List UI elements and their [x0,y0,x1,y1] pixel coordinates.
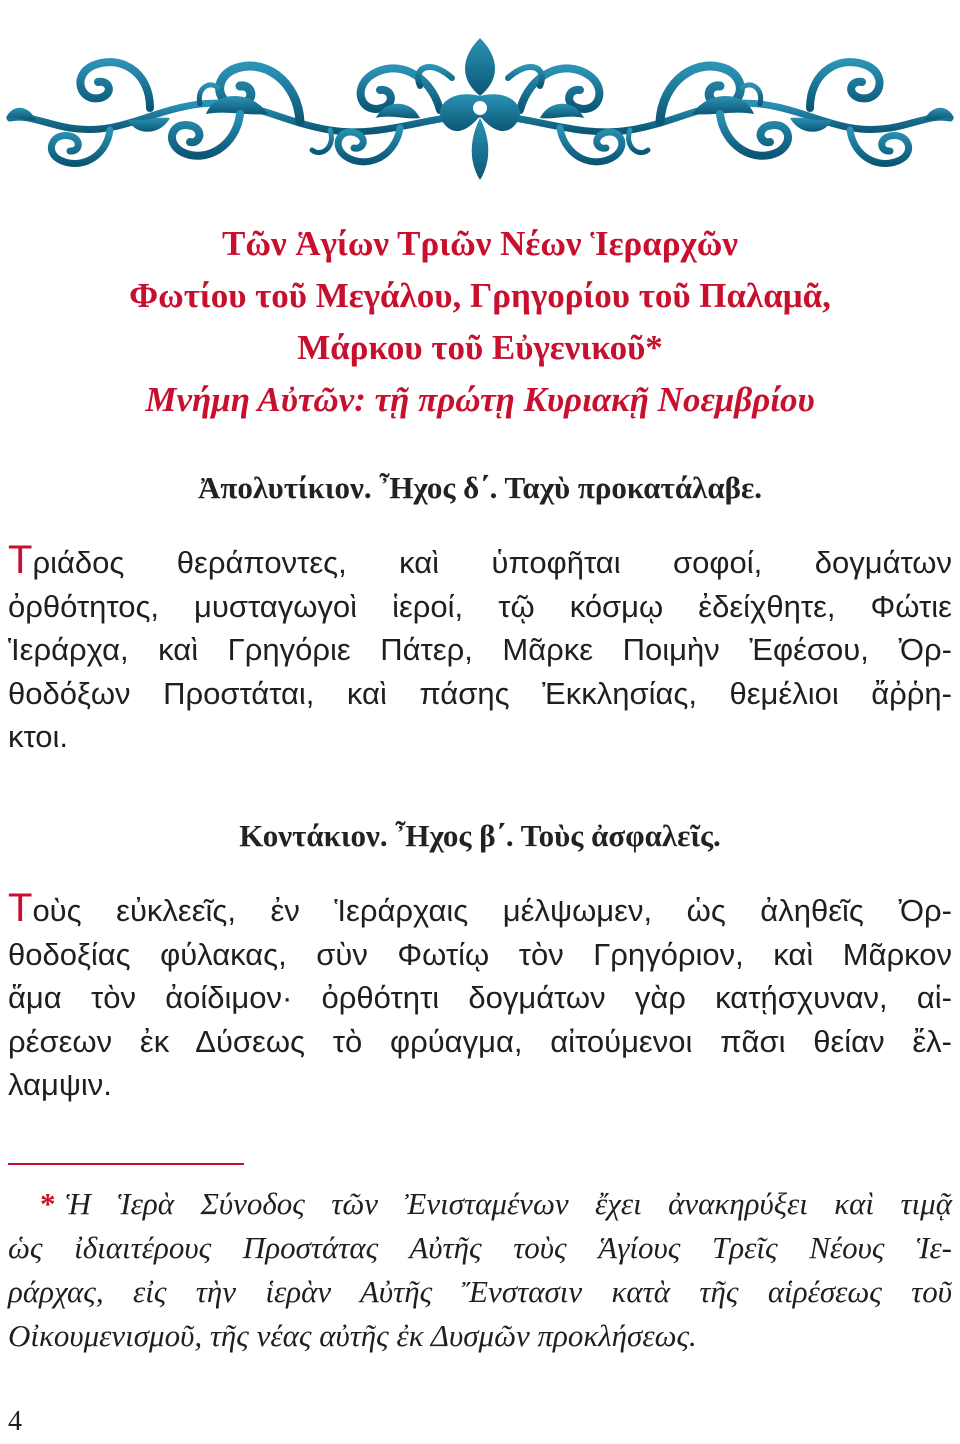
hymn-line: κτοι. [8,719,69,754]
footnote-line: Οἰκουμενισμοῦ, τῆς νέας αὐτῆς ἐκ Δυσμῶν προκλήσεως. [8,1318,697,1353]
footnote-line: ὡς ἰδιαιτέρους Προστάτας Αὐτῆς τοὺς Ἁγίους Τρεῖς Νέους Ἱε- [8,1230,952,1265]
hymn-line: ἅμα τὸν ἀοίδιμον· ὀρθότητι δογμάτων γὰρ κατῄσχυναν, αἱ- [8,980,952,1015]
title-line-3: Μάρκου τοῦ Εὐγενικοῦ* [297,328,663,367]
footnote-line: * Ἡ Ἱερὰ Σύνοδος τῶν Ἐνισταμένων ἔχει ἀνακηρύξει καὶ τιμᾷ [40,1186,952,1221]
hymn-line: Τριάδος θεράποντες, καὶ ὑποφῆται σοφοί, δογμάτων [8,538,952,582]
footnote-line: ράρχας, εἰς τὴν ἱερὰν Αὐτῆς Ἔνστασιν κατὰ τῆς αἱρέσεως τοῦ [8,1274,952,1309]
commemoration-date: Μνήμη Αὐτῶν: τῇ πρώτῃ Κυριακῇ Νοεμβρίου [145,380,815,419]
title-line-1: Τῶν Ἁγίων Τριῶν Νέων Ἱεραρχῶν [222,224,738,263]
footnote-divider [8,1163,244,1165]
dropcap: Τ [8,538,33,582]
hymn-line: θοδόξων Προστάται, καὶ πάσης Ἐκκλησίας, θεμέλιοι ἄῤῥη- [8,675,952,711]
dropcap: Τ [8,886,33,930]
hymn-line: θοδοξίας φύλακας, σὺν Φωτίῳ τὸν Γρηγόριον, καὶ Μᾶρκον [8,936,952,972]
apolytikion-heading: Ἀπολυτίκιον. Ἦχος δ΄. Ταχὺ προκατάλαβε. [198,470,762,505]
footnote-marker: * [40,1186,56,1221]
hymn-line: Τοὺς εὐκλεεῖς, ἐν Ἱεράρχαις μέλψωμεν, ὡς ἀληθεῖς Ὀρ- [8,886,952,930]
kontakion-heading: Κοντάκιον. Ἦχος β΄. Τοὺς ἀσφαλεῖς. [239,818,721,853]
filigree-scroll-ornament-icon [0,18,960,193]
hymn-line: ὀρθότητος, μυσταγωγοὶ ἱεροί, τῷ κόσμῳ ἐδείχθητε, Φώτιε [8,588,952,624]
hymn-line: λαμψιν. [8,1067,112,1102]
hymn-line: Ἱεράρχα, καὶ Γρηγόριε Πάτερ, Μᾶρκε Ποιμὴν Ἐφέσου, Ὀρ- [8,632,952,667]
footnote [8,1182,952,1358]
feast-title [0,218,960,426]
apolytikion-text [8,540,952,759]
title-line-2: Φωτίου τοῦ Μεγάλου, Γρηγορίου τοῦ Παλαμᾶ, [129,276,831,315]
kontakion-text [8,888,952,1107]
hymn-line: ρέσεων ἐκ Δύσεως τὸ φρύαγμα, αἰτούμενοι πᾶσι θείαν ἔλ- [8,1023,952,1059]
page-number: 4 [8,1406,22,1437]
